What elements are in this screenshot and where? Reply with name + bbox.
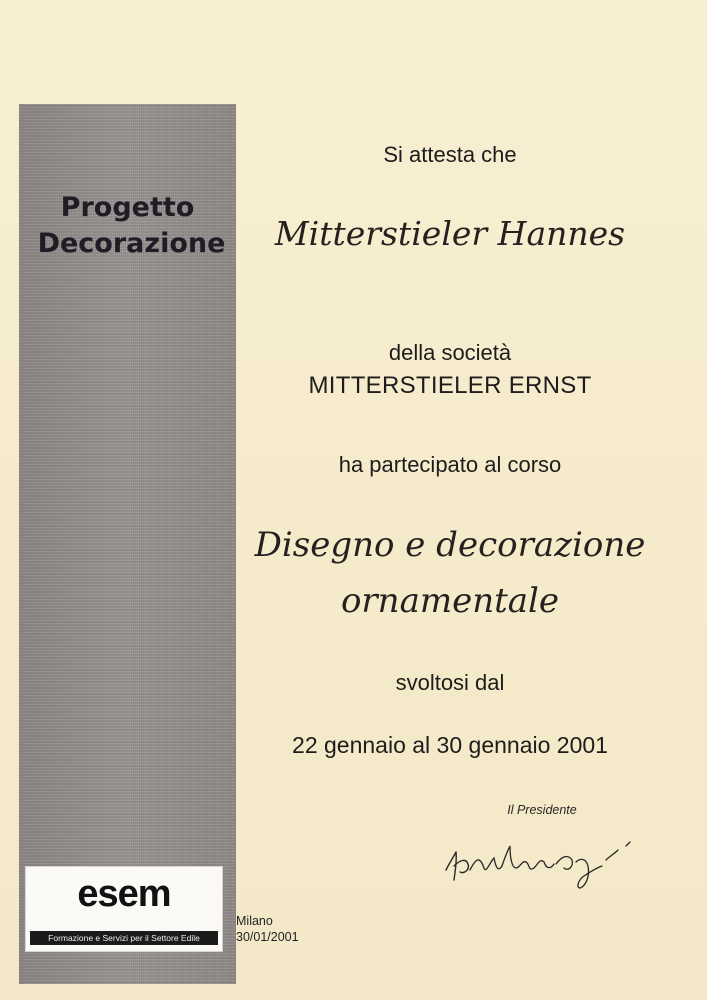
- signatory-title: Il Presidente: [507, 803, 577, 817]
- course-title-line-1: Disegno e decorazione: [254, 525, 646, 565]
- president-signature: [440, 832, 650, 892]
- course-title-line-2: ornamentale: [340, 581, 560, 621]
- logo-tagline: Formazione e Servizi per il Settore Edile: [30, 931, 218, 945]
- esem-logo: [25, 866, 223, 952]
- issue-date-text: 30/01/2001: [236, 930, 299, 944]
- project-title: [19, 190, 236, 262]
- recipient-name: Mitterstieler Hannes: [274, 214, 626, 253]
- place-and-date: [236, 913, 299, 945]
- company-name: MITTERSTIELER ERNST: [308, 372, 592, 399]
- place-text: Milano: [236, 914, 273, 928]
- participation-text: ha partecipato al corso: [338, 452, 562, 477]
- period-intro-text: svoltosi dal: [395, 670, 505, 695]
- project-title-line-2: Decorazione: [37, 228, 226, 259]
- project-title-line-1: Progetto: [60, 192, 195, 223]
- intro-text: Si attesta che: [383, 142, 517, 167]
- logo-wordmark: esem: [77, 873, 171, 915]
- course-period: 22 gennaio al 30 gennaio 2001: [292, 732, 608, 758]
- company-intro-text: della società: [388, 340, 512, 365]
